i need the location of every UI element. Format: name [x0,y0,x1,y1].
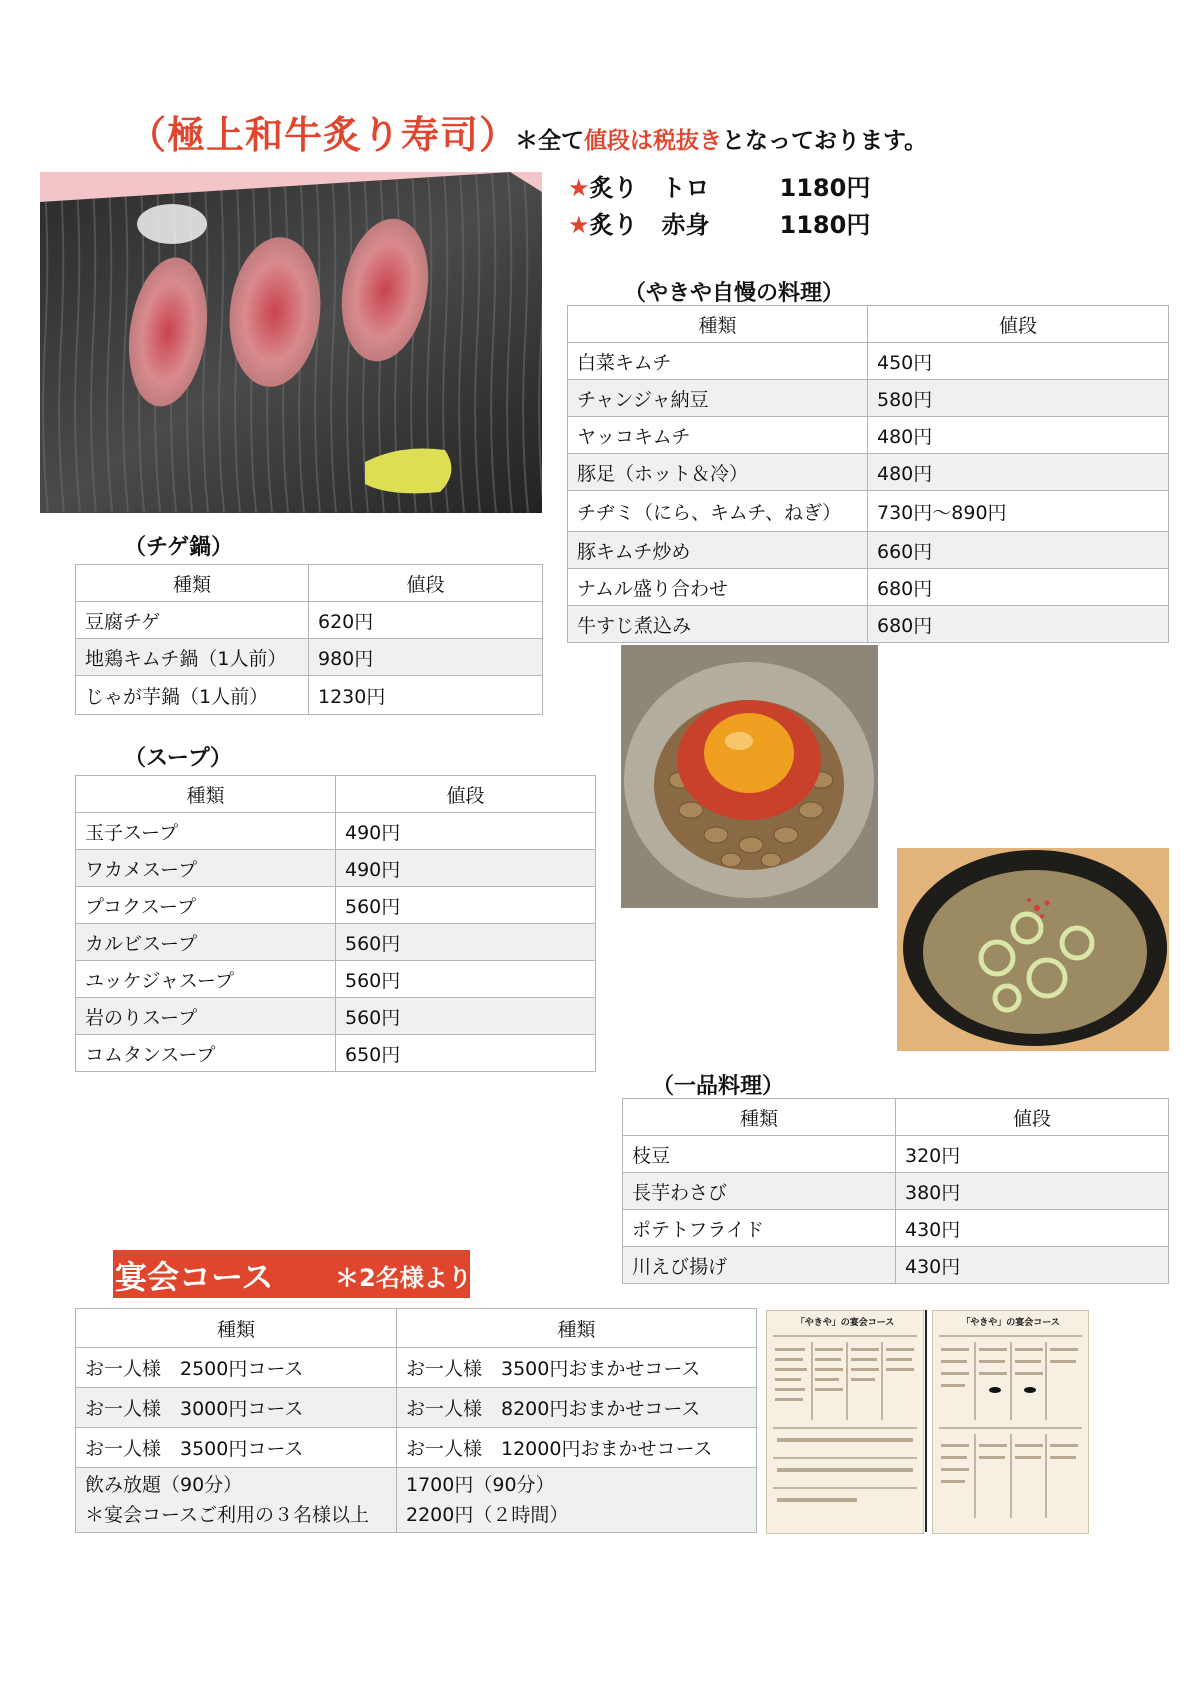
item-name: プコクスープ [76,887,336,924]
table-row [76,1468,757,1533]
item-name: じゃが芋鍋（1人前） [76,676,309,715]
table-row [76,1348,757,1388]
table-row [568,380,1169,417]
wagyu-sushi-photo [40,172,542,513]
course-name: お一人様 8200円おまかせコース [397,1388,757,1428]
table-row [76,813,596,850]
item-name: 枝豆 [623,1136,896,1173]
item-name: チャンジャ納豆 [568,380,868,417]
table-row [76,602,543,639]
item-price: 650円 [336,1035,596,1072]
table-row [568,606,1169,643]
nomihoudai-label [76,1468,397,1533]
nomihoudai-price [397,1468,757,1533]
item-price: 680円 [868,606,1169,643]
item-name: 川えび揚げ [623,1247,896,1284]
item-name: ヤッコキムチ [568,417,868,454]
table-row [76,1428,757,1468]
item-name: 豚キムチ炒め [568,532,868,569]
leaflet-title: 「やきや」の宴会コース [795,1318,895,1328]
col-header-kind: 種類 [76,565,309,602]
ippin-table [622,1098,1169,1284]
table-row [76,676,543,715]
leaflet-lines [767,1328,923,1528]
col-header-price: 値段 [868,306,1169,343]
soup-photo [897,848,1169,1051]
table-row [623,1247,1169,1284]
item-price: 430円 [896,1247,1169,1284]
col-header-kind: 種類 [76,1309,397,1348]
table-row [623,1173,1169,1210]
item-name: カルビスープ [76,924,336,961]
course-name: お一人様 3500円コース [76,1428,397,1468]
nomihoudai-price-1: 1700円（90分） [406,1474,555,1496]
item-price: 580円 [868,380,1169,417]
table-row [76,924,596,961]
course-name: お一人様 3000円コース [76,1388,397,1428]
item-name: コムタンスープ [76,1035,336,1072]
table-row [568,454,1169,491]
aburi-toro-name: 炙り トロ [589,174,710,202]
natto-kimchi-photo [621,645,878,908]
item-name: 玉子スープ [76,813,336,850]
page-title: （極上和牛炙り寿司） [128,113,519,157]
col-header-kind: 種類 [623,1099,896,1136]
jiman-table [567,305,1169,643]
tax-note [515,122,927,155]
table-row [76,887,596,924]
item-name: 豚足（ホット＆冷） [568,454,868,491]
leaflet-title: 「やきや」の宴会コース [961,1318,1060,1328]
item-price: 660円 [868,532,1169,569]
item-price: 680円 [868,569,1169,606]
star-icon: ★ [568,174,590,202]
course-leaflet-1 [766,1310,924,1534]
item-price: 480円 [868,454,1169,491]
tax-note-highlight: 値段は税抜き [584,128,722,154]
nomihoudai-label-2: ＊宴会コースご利用の３名様以上 [85,1504,370,1526]
item-price: 430円 [896,1210,1169,1247]
item-price: 490円 [336,813,596,850]
item-price: 980円 [309,639,543,676]
soup-table [75,775,596,1072]
nomihoudai-price-2: 2200円（２時間） [406,1504,569,1526]
item-name: 牛すじ煮込み [568,606,868,643]
table-row [568,343,1169,380]
aburi-toro-price: 1180円 [779,174,871,202]
item-price: 620円 [309,602,543,639]
col-header-price: 値段 [309,565,543,602]
item-name: チヂミ（にら、キムチ、ねぎ） [568,491,868,532]
item-name: 白菜キムチ [568,343,868,380]
item-price: 560円 [336,961,596,998]
item-price: 480円 [868,417,1169,454]
item-name: ユッケジャスープ [76,961,336,998]
item-price: 560円 [336,887,596,924]
enkai-banner [113,1250,470,1298]
aburi-akami-line [568,205,870,240]
item-price: 560円 [336,998,596,1035]
leaflet-divider [925,1310,927,1532]
star-icon: ★ [568,211,590,239]
table-row [76,998,596,1035]
enkai-banner-note: ＊2名様より [335,1264,472,1292]
item-price: 450円 [868,343,1169,380]
table-row [568,532,1169,569]
table-row [76,1035,596,1072]
table-row [568,417,1169,454]
item-name: ナムル盛り合わせ [568,569,868,606]
table-row [623,1210,1169,1247]
item-price: 490円 [336,850,596,887]
item-name: 地鶏キムチ鍋（1人前） [76,639,309,676]
course-leaflet-2 [932,1310,1089,1534]
item-price: 560円 [336,924,596,961]
chige-title: （チゲ鍋） [124,535,234,560]
aburi-akami-name: 炙り 赤身 [589,211,710,239]
enkai-table [75,1308,757,1533]
aburi-akami-price: 1180円 [779,211,871,239]
jiman-title: （やきや自慢の料理） [624,281,845,306]
col-header-kind-2: 種類 [397,1309,757,1348]
table-row [76,961,596,998]
table-row [623,1136,1169,1173]
table-row [568,491,1169,532]
table-row [568,569,1169,606]
item-name: 豆腐チゲ [76,602,309,639]
item-price: 380円 [896,1173,1169,1210]
enkai-banner-title: 宴会コース [115,1258,274,1296]
chige-table [75,564,543,715]
ippin-title: （一品料理） [652,1074,785,1099]
course-name: お一人様 3500円おまかせコース [397,1348,757,1388]
item-price: 1230円 [309,676,543,715]
course-name: お一人様 12000円おまかせコース [397,1428,757,1468]
soup-title: （スープ） [124,746,233,771]
col-header-kind: 種類 [568,306,868,343]
nomihoudai-label-1: 飲み放題（90分） [85,1474,243,1496]
col-header-kind: 種類 [76,776,336,813]
item-name: ポテトフライド [623,1210,896,1247]
item-name: 岩のりスープ [76,998,336,1035]
table-row [76,850,596,887]
col-header-price: 値段 [336,776,596,813]
item-name: ワカメスープ [76,850,336,887]
table-row [76,1388,757,1428]
col-header-price: 値段 [896,1099,1169,1136]
item-name: 長芋わさび [623,1173,896,1210]
leaflet-lines [933,1328,1088,1528]
table-row [76,639,543,676]
aburi-toro-line [568,168,870,203]
tax-note-prefix: ＊全て [515,128,584,154]
tax-note-suffix: となっております。 [722,128,928,154]
item-price: 320円 [896,1136,1169,1173]
item-price: 730円〜890円 [868,491,1169,532]
course-name: お一人様 2500円コース [76,1348,397,1388]
